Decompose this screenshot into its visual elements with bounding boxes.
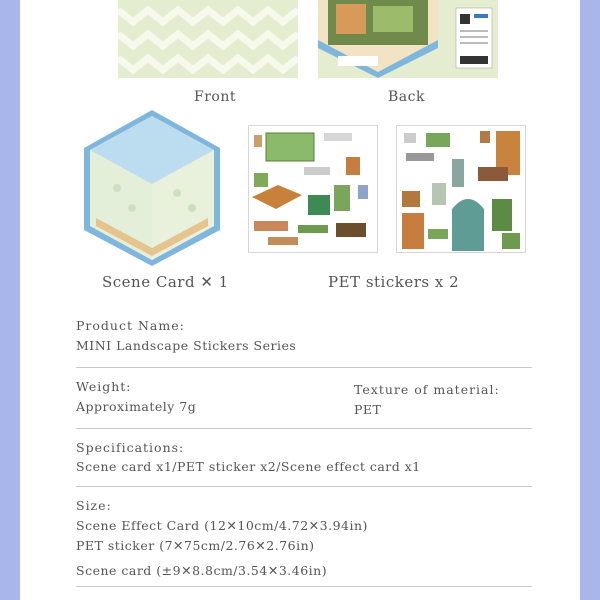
weight-value: Approximately 7g	[76, 399, 197, 414]
divider	[76, 367, 532, 368]
size-label: Size:	[76, 498, 112, 513]
product-name-label: Product Name:	[76, 318, 185, 333]
texture-label: Texture of material:	[354, 382, 500, 397]
size-line-scene-card: Scene card (±9✕8.8cm/3.54✕3.46in)	[76, 563, 328, 578]
size-line-scene-effect-card: Scene Effect Card (12✕10cm/4.72✕3.94in)	[76, 518, 368, 533]
product-name-value: MINI Landscape Stickers Series	[76, 338, 297, 353]
front-card-image	[118, 0, 298, 78]
divider	[76, 428, 532, 429]
pet-sticker-sheet-1	[248, 125, 378, 253]
back-caption: Back	[388, 89, 425, 105]
size-line-pet-sticker: PET sticker (7✕75cm/2.76✕2.76in)	[76, 538, 315, 553]
product-detail-page	[20, 0, 580, 600]
texture-value: PET	[354, 402, 382, 417]
scene-card-caption: Scene Card ✕ 1	[102, 273, 229, 291]
divider	[76, 486, 532, 487]
divider	[76, 586, 532, 587]
specifications-value: Scene card x1/PET sticker x2/Scene effect card x1	[76, 459, 421, 474]
back-card-image	[318, 0, 498, 78]
pet-stickers-caption: PET stickers x 2	[328, 273, 460, 291]
pet-sticker-sheet-2	[396, 125, 526, 253]
weight-label: Weight:	[76, 379, 132, 394]
front-caption: Front	[194, 89, 236, 105]
scene-card-image	[82, 108, 222, 268]
specifications-label: Specifications:	[76, 440, 185, 455]
